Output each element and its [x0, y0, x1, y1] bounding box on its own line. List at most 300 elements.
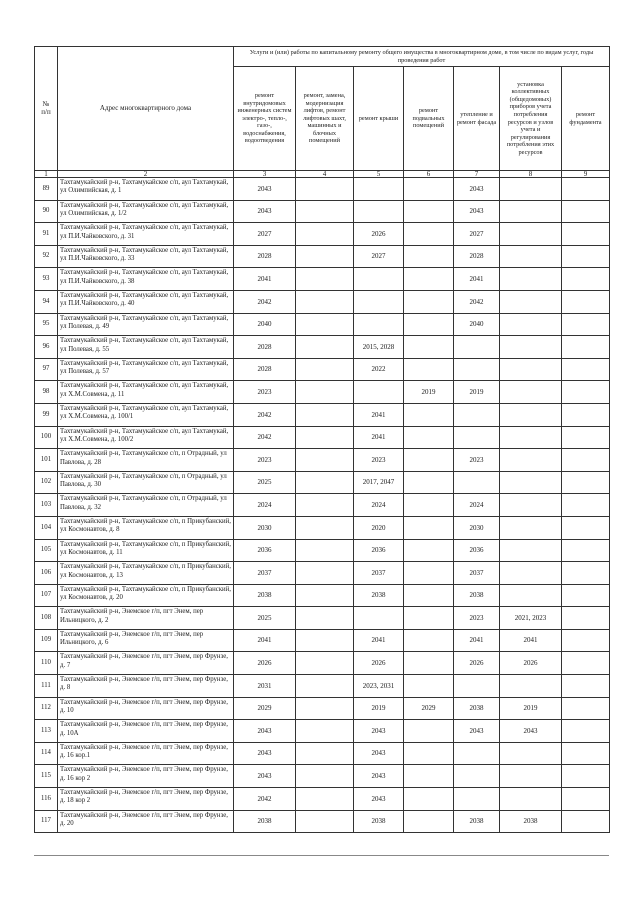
column-numbers-row — [35, 171, 610, 178]
row-year-c4 — [296, 675, 354, 698]
row-year-c7 — [454, 426, 500, 449]
row-year-c7: 2043 — [454, 178, 500, 201]
row-address: Тахтамукайский р-н, Энемское г/п, пгт Энем, пер Ильницкого, д. 2 — [58, 607, 234, 630]
row-number: 93 — [35, 268, 58, 291]
row-number: 106 — [35, 562, 58, 585]
row-year-c3: 2037 — [234, 562, 296, 585]
row-year-c7: 2038 — [454, 697, 500, 720]
table-row — [35, 178, 610, 201]
row-year-c7: 2027 — [454, 223, 500, 246]
row-address: Тахтамукайский р-н, Тахтамукайское с/п, аул Тахтамукай, ул П.И.Чайковского, д. 40 — [58, 290, 234, 313]
row-year-c3: 2024 — [234, 494, 296, 517]
row-address: Тахтамукайский р-н, Тахтамукайское с/п, аул Тахтамукай, ул Полевая, д. 57 — [58, 358, 234, 381]
row-number: 101 — [35, 449, 58, 472]
row-year-c4 — [296, 607, 354, 630]
table-row — [35, 788, 610, 811]
row-year-c6 — [404, 788, 454, 811]
row-year-c8 — [500, 584, 562, 607]
row-year-c9 — [562, 449, 610, 472]
row-address: Тахтамукайский р-н, Тахтамукайское с/п, аул Тахтамукай, ул П.И.Чайковского, д. 33 — [58, 245, 234, 268]
row-year-c4 — [296, 336, 354, 359]
row-year-c4 — [296, 426, 354, 449]
header-col-8: установка коллективных (общедомовых) приборов учета потребления ресурсов и узлов учета и регулирования потребления этих ресурсов — [500, 67, 562, 171]
table-row — [35, 336, 610, 359]
row-year-c9 — [562, 539, 610, 562]
row-number: 91 — [35, 223, 58, 246]
table-row — [35, 607, 610, 630]
row-year-c7: 2041 — [454, 629, 500, 652]
row-year-c8 — [500, 539, 562, 562]
row-year-c9 — [562, 290, 610, 313]
row-year-c7: 2038 — [454, 810, 500, 833]
table-row — [35, 765, 610, 788]
row-year-c6 — [404, 629, 454, 652]
table-row — [35, 629, 610, 652]
row-number: 111 — [35, 675, 58, 698]
row-year-c4 — [296, 268, 354, 291]
row-year-c9 — [562, 788, 610, 811]
row-year-c4 — [296, 403, 354, 426]
row-year-c7 — [454, 765, 500, 788]
row-year-c7 — [454, 403, 500, 426]
row-year-c5: 2015, 2028 — [354, 336, 404, 359]
row-year-c3: 2042 — [234, 403, 296, 426]
row-year-c4 — [296, 539, 354, 562]
table-row — [35, 720, 610, 743]
row-year-c6 — [404, 742, 454, 765]
row-year-c3: 2025 — [234, 471, 296, 494]
row-year-c7: 2028 — [454, 245, 500, 268]
col-number: 5 — [354, 171, 404, 178]
row-year-c3: 2043 — [234, 720, 296, 743]
row-year-c8 — [500, 516, 562, 539]
row-year-c5 — [354, 313, 404, 336]
row-address: Тахтамукайский р-н, Тахтамукайское с/п, п Отрадный, ул Павлова, д. 28 — [58, 449, 234, 472]
row-year-c3: 2025 — [234, 607, 296, 630]
row-year-c4 — [296, 810, 354, 833]
row-year-c4 — [296, 178, 354, 201]
row-year-c6 — [404, 607, 454, 630]
row-year-c7: 2043 — [454, 200, 500, 223]
col-number: 6 — [404, 171, 454, 178]
row-year-c6: 2029 — [404, 697, 454, 720]
header-col-5: ремонт крыши — [354, 67, 404, 171]
row-number: 112 — [35, 697, 58, 720]
row-year-c7 — [454, 788, 500, 811]
row-year-c6 — [404, 720, 454, 743]
row-address: Тахтамукайский р-н, Энемское г/п, пгт Энем, пер Фрунзе, д. 16 кор.1 — [58, 742, 234, 765]
row-number: 92 — [35, 245, 58, 268]
row-year-c7 — [454, 742, 500, 765]
row-year-c5: 2026 — [354, 223, 404, 246]
table-row — [35, 562, 610, 585]
row-year-c7: 2036 — [454, 539, 500, 562]
header-col-9: ремонт фундамента — [562, 67, 610, 171]
row-year-c6 — [404, 245, 454, 268]
row-year-c9 — [562, 426, 610, 449]
row-year-c5: 2036 — [354, 539, 404, 562]
row-year-c7: 2042 — [454, 290, 500, 313]
row-year-c9 — [562, 675, 610, 698]
row-year-c6 — [404, 494, 454, 517]
row-year-c6 — [404, 675, 454, 698]
row-year-c7: 2024 — [454, 494, 500, 517]
row-number: 99 — [35, 403, 58, 426]
row-year-c5: 2022 — [354, 358, 404, 381]
table-row — [35, 223, 610, 246]
col-number: 8 — [500, 171, 562, 178]
row-number: 102 — [35, 471, 58, 494]
row-year-c7 — [454, 336, 500, 359]
row-year-c8: 2043 — [500, 720, 562, 743]
row-year-c6 — [404, 810, 454, 833]
row-address: Тахтамукайский р-н, Тахтамукайское с/п, п Прикубанский, ул Космонавтов, д. 13 — [58, 562, 234, 585]
row-year-c9 — [562, 268, 610, 291]
row-year-c4 — [296, 788, 354, 811]
row-number: 108 — [35, 607, 58, 630]
row-year-c5 — [354, 200, 404, 223]
row-year-c5: 2024 — [354, 494, 404, 517]
row-year-c3: 2028 — [234, 245, 296, 268]
row-year-c5 — [354, 178, 404, 201]
row-year-c5: 2038 — [354, 810, 404, 833]
row-address: Тахтамукайский р-н, Тахтамукайское с/п, аул Тахтамукай, ул Х.М.Совмена, д. 100/1 — [58, 403, 234, 426]
row-address: Тахтамукайский р-н, Тахтамукайское с/п, аул Тахтамукай, ул Полевая, д. 49 — [58, 313, 234, 336]
row-year-c5: 2026 — [354, 652, 404, 675]
table-row — [35, 494, 610, 517]
row-number: 94 — [35, 290, 58, 313]
row-year-c7: 2041 — [454, 268, 500, 291]
row-year-c9 — [562, 516, 610, 539]
row-year-c4 — [296, 562, 354, 585]
row-year-c5: 2041 — [354, 629, 404, 652]
row-year-c3: 2043 — [234, 742, 296, 765]
row-year-c6 — [404, 471, 454, 494]
row-year-c7: 2019 — [454, 381, 500, 404]
row-year-c9 — [562, 584, 610, 607]
row-year-c3: 2042 — [234, 426, 296, 449]
row-year-c3: 2043 — [234, 178, 296, 201]
row-year-c4 — [296, 765, 354, 788]
header-col-7: утепление и ремонт фасада — [454, 67, 500, 171]
row-year-c8 — [500, 562, 562, 585]
row-year-c4 — [296, 381, 354, 404]
row-year-c8 — [500, 403, 562, 426]
table-row — [35, 313, 610, 336]
row-year-c5: 2017, 2047 — [354, 471, 404, 494]
row-year-c8 — [500, 178, 562, 201]
row-year-c4 — [296, 720, 354, 743]
row-year-c8 — [500, 268, 562, 291]
row-year-c8 — [500, 675, 562, 698]
row-year-c5 — [354, 607, 404, 630]
row-year-c3: 2028 — [234, 336, 296, 359]
row-year-c5: 2041 — [354, 426, 404, 449]
row-address: Тахтамукайский р-н, Тахтамукайское с/п, аул Тахтамукай, ул П.И.Чайковского, д. 31 — [58, 223, 234, 246]
row-year-c7: 2037 — [454, 562, 500, 585]
table-body — [35, 178, 610, 833]
row-address: Тахтамукайский р-н, Энемское г/п, пгт Энем, пер Фрунзе, д. 10 — [58, 697, 234, 720]
row-address: Тахтамукайский р-н, Энемское г/п, пгт Энем, пер Фрунзе, д. 8 — [58, 675, 234, 698]
row-address: Тахтамукайский р-н, Тахтамукайское с/п, аул Тахтамукай, ул П.И.Чайковского, д. 38 — [58, 268, 234, 291]
row-year-c6 — [404, 268, 454, 291]
row-year-c4 — [296, 697, 354, 720]
row-year-c8 — [500, 336, 562, 359]
col-number: 2 — [58, 171, 234, 178]
row-address: Тахтамукайский р-н, Энемское г/п, пгт Энем, пер Ильницкого, д. 6 — [58, 629, 234, 652]
row-number: 95 — [35, 313, 58, 336]
row-year-c7 — [454, 358, 500, 381]
capital-repair-table — [34, 46, 610, 833]
row-year-c5: 2041 — [354, 403, 404, 426]
row-year-c3: 2038 — [234, 810, 296, 833]
row-year-c3: 2043 — [234, 200, 296, 223]
row-number: 110 — [35, 652, 58, 675]
row-number: 105 — [35, 539, 58, 562]
row-year-c7: 2026 — [454, 652, 500, 675]
table-row — [35, 516, 610, 539]
row-year-c9 — [562, 810, 610, 833]
table-row — [35, 675, 610, 698]
row-year-c6 — [404, 336, 454, 359]
table-row — [35, 697, 610, 720]
row-year-c5: 2043 — [354, 720, 404, 743]
col-number: 4 — [296, 171, 354, 178]
table-row — [35, 810, 610, 833]
row-year-c9 — [562, 652, 610, 675]
row-year-c3: 2023 — [234, 449, 296, 472]
row-year-c6 — [404, 290, 454, 313]
row-year-c5 — [354, 381, 404, 404]
row-address: Тахтамукайский р-н, Тахтамукайское с/п, п Отрадный, ул Павлова, д. 32 — [58, 494, 234, 517]
row-number: 104 — [35, 516, 58, 539]
row-address: Тахтамукайский р-н, Тахтамукайское с/п, аул Тахтамукай, ул Олимпийская, д. 1 — [58, 178, 234, 201]
row-year-c9 — [562, 381, 610, 404]
row-year-c7: 2023 — [454, 607, 500, 630]
col-number: 9 — [562, 171, 610, 178]
row-year-c8 — [500, 358, 562, 381]
row-year-c5: 2027 — [354, 245, 404, 268]
row-year-c4 — [296, 471, 354, 494]
table-row — [35, 403, 610, 426]
row-year-c9 — [562, 178, 610, 201]
row-year-c9 — [562, 313, 610, 336]
row-year-c8 — [500, 290, 562, 313]
row-year-c4 — [296, 516, 354, 539]
row-number: 103 — [35, 494, 58, 517]
row-year-c4 — [296, 584, 354, 607]
row-year-c6 — [404, 358, 454, 381]
row-year-c8 — [500, 426, 562, 449]
row-address: Тахтамукайский р-н, Тахтамукайское с/п, п Прикубанский, ул Космонавтов, д. 20 — [58, 584, 234, 607]
row-year-c6 — [404, 652, 454, 675]
row-address: Тахтамукайский р-н, Энемское г/п, пгт Энем, пер Фрунзе, д. 10А — [58, 720, 234, 743]
row-year-c6 — [404, 584, 454, 607]
row-year-c8: 2026 — [500, 652, 562, 675]
header-col-3: ремонт внутридомовых инженерных систем электро-, тепло-, газо-, водоснабжения, водоотведения — [234, 67, 296, 171]
row-year-c8 — [500, 449, 562, 472]
row-number: 109 — [35, 629, 58, 652]
row-number: 115 — [35, 765, 58, 788]
row-number: 96 — [35, 336, 58, 359]
row-year-c8 — [500, 765, 562, 788]
row-year-c8 — [500, 471, 562, 494]
row-year-c5: 2020 — [354, 516, 404, 539]
row-year-c9 — [562, 765, 610, 788]
col-number: 1 — [35, 171, 58, 178]
row-year-c9 — [562, 471, 610, 494]
row-year-c9 — [562, 336, 610, 359]
table-row — [35, 268, 610, 291]
table-row — [35, 290, 610, 313]
row-year-c7 — [454, 471, 500, 494]
row-year-c4 — [296, 200, 354, 223]
row-year-c5: 2043 — [354, 765, 404, 788]
row-year-c3: 2026 — [234, 652, 296, 675]
row-address: Тахтамукайский р-н, Тахтамукайское с/п, п Прикубанский, ул Космонавтов, д. 8 — [58, 516, 234, 539]
header-address: Адрес многоквартирного дома — [58, 47, 234, 171]
row-year-c8 — [500, 200, 562, 223]
row-year-c9 — [562, 200, 610, 223]
row-year-c3: 2040 — [234, 313, 296, 336]
row-year-c5: 2043 — [354, 788, 404, 811]
row-year-c5 — [354, 290, 404, 313]
row-year-c7 — [454, 675, 500, 698]
row-year-c8: 2021, 2023 — [500, 607, 562, 630]
row-year-c8 — [500, 381, 562, 404]
row-number: 116 — [35, 788, 58, 811]
row-number: 97 — [35, 358, 58, 381]
row-address: Тахтамукайский р-н, Тахтамукайское с/п, п Прикубанский, ул Космонавтов, д. 11 — [58, 539, 234, 562]
table-row — [35, 742, 610, 765]
row-number: 117 — [35, 810, 58, 833]
table-row — [35, 539, 610, 562]
header-col-6: ремонт подвальных помещений — [404, 67, 454, 171]
row-year-c3: 2031 — [234, 675, 296, 698]
row-year-c8: 2019 — [500, 697, 562, 720]
row-year-c7: 2038 — [454, 584, 500, 607]
row-year-c9 — [562, 245, 610, 268]
row-year-c6 — [404, 516, 454, 539]
row-year-c8 — [500, 223, 562, 246]
row-year-c8: 2038 — [500, 810, 562, 833]
row-year-c4 — [296, 290, 354, 313]
row-year-c8 — [500, 742, 562, 765]
row-year-c4 — [296, 629, 354, 652]
row-year-c5: 2023, 2031 — [354, 675, 404, 698]
row-year-c8 — [500, 313, 562, 336]
row-year-c3: 2029 — [234, 697, 296, 720]
table-row — [35, 449, 610, 472]
row-year-c9 — [562, 697, 610, 720]
row-year-c3: 2027 — [234, 223, 296, 246]
row-year-c5: 2038 — [354, 584, 404, 607]
row-year-c9 — [562, 562, 610, 585]
col-number: 7 — [454, 171, 500, 178]
row-year-c6 — [404, 313, 454, 336]
row-year-c4 — [296, 742, 354, 765]
row-year-c4 — [296, 313, 354, 336]
row-year-c7: 2030 — [454, 516, 500, 539]
row-year-c9 — [562, 494, 610, 517]
row-year-c8 — [500, 245, 562, 268]
row-address: Тахтамукайский р-н, Тахтамукайское с/п, аул Тахтамукай, ул Х.М.Совмена, д. 11 — [58, 381, 234, 404]
table-row — [35, 200, 610, 223]
row-year-c3: 2028 — [234, 358, 296, 381]
row-year-c9 — [562, 358, 610, 381]
row-year-c4 — [296, 358, 354, 381]
row-number: 100 — [35, 426, 58, 449]
header-services-group: Услуги и (или) работы по капитальному ремонту общего имущества в многоквартирном доме, в том числе по видам услуг, годы проведения работ — [234, 47, 610, 67]
row-year-c6 — [404, 449, 454, 472]
row-year-c5 — [354, 268, 404, 291]
row-year-c9 — [562, 607, 610, 630]
row-address: Тахтамукайский р-н, Энемское г/п, пгт Энем, пер Фрунзе, д. 18 кор 2 — [58, 788, 234, 811]
table-row — [35, 471, 610, 494]
row-address: Тахтамукайский р-н, Тахтамукайское с/п, п Отрадный, ул Павлова, д. 30 — [58, 471, 234, 494]
row-address: Тахтамукайский р-н, Энемское г/п, пгт Энем, пер Фрунзе, д. 20 — [58, 810, 234, 833]
row-year-c9 — [562, 742, 610, 765]
row-year-c3: 2043 — [234, 765, 296, 788]
row-year-c5: 2037 — [354, 562, 404, 585]
row-year-c8 — [500, 788, 562, 811]
row-year-c3: 2042 — [234, 290, 296, 313]
table-row — [35, 426, 610, 449]
row-year-c6 — [404, 539, 454, 562]
row-address: Тахтамукайский р-н, Энемское г/п, пгт Энем, пер Фрунзе, д. 7 — [58, 652, 234, 675]
row-year-c3: 2023 — [234, 381, 296, 404]
row-year-c5: 2019 — [354, 697, 404, 720]
row-address: Тахтамукайский р-н, Энемское г/п, пгт Энем, пер Фрунзе, д. 16 кор 2 — [58, 765, 234, 788]
row-year-c6 — [404, 426, 454, 449]
col-number: 3 — [234, 171, 296, 178]
row-year-c8 — [500, 494, 562, 517]
row-year-c3: 2042 — [234, 788, 296, 811]
row-year-c5: 2043 — [354, 742, 404, 765]
header-num: № п/п — [35, 47, 58, 171]
row-year-c6: 2019 — [404, 381, 454, 404]
row-number: 89 — [35, 178, 58, 201]
row-year-c6 — [404, 178, 454, 201]
header-col-4: ремонт, замена, модернизация лифтов, ремонт лифтовых шахт, машинных и блочных помещений — [296, 67, 354, 171]
row-year-c7: 2043 — [454, 720, 500, 743]
row-year-c4 — [296, 245, 354, 268]
row-year-c6 — [404, 223, 454, 246]
row-year-c9 — [562, 403, 610, 426]
table-row — [35, 358, 610, 381]
row-year-c5: 2023 — [354, 449, 404, 472]
row-address: Тахтамукайский р-н, Тахтамукайское с/п, аул Тахтамукай, ул Олимпийская, д. 1/2 — [58, 200, 234, 223]
row-year-c6 — [404, 765, 454, 788]
row-year-c4 — [296, 449, 354, 472]
row-year-c7: 2040 — [454, 313, 500, 336]
row-number: 98 — [35, 381, 58, 404]
row-year-c9 — [562, 223, 610, 246]
row-year-c3: 2038 — [234, 584, 296, 607]
row-year-c9 — [562, 720, 610, 743]
row-year-c3: 2030 — [234, 516, 296, 539]
row-year-c6 — [404, 403, 454, 426]
row-year-c4 — [296, 223, 354, 246]
table-row — [35, 584, 610, 607]
row-number: 107 — [35, 584, 58, 607]
row-year-c4 — [296, 494, 354, 517]
row-number: 114 — [35, 742, 58, 765]
row-number: 113 — [35, 720, 58, 743]
table-row — [35, 381, 610, 404]
row-number: 90 — [35, 200, 58, 223]
bottom-rule — [34, 855, 609, 856]
